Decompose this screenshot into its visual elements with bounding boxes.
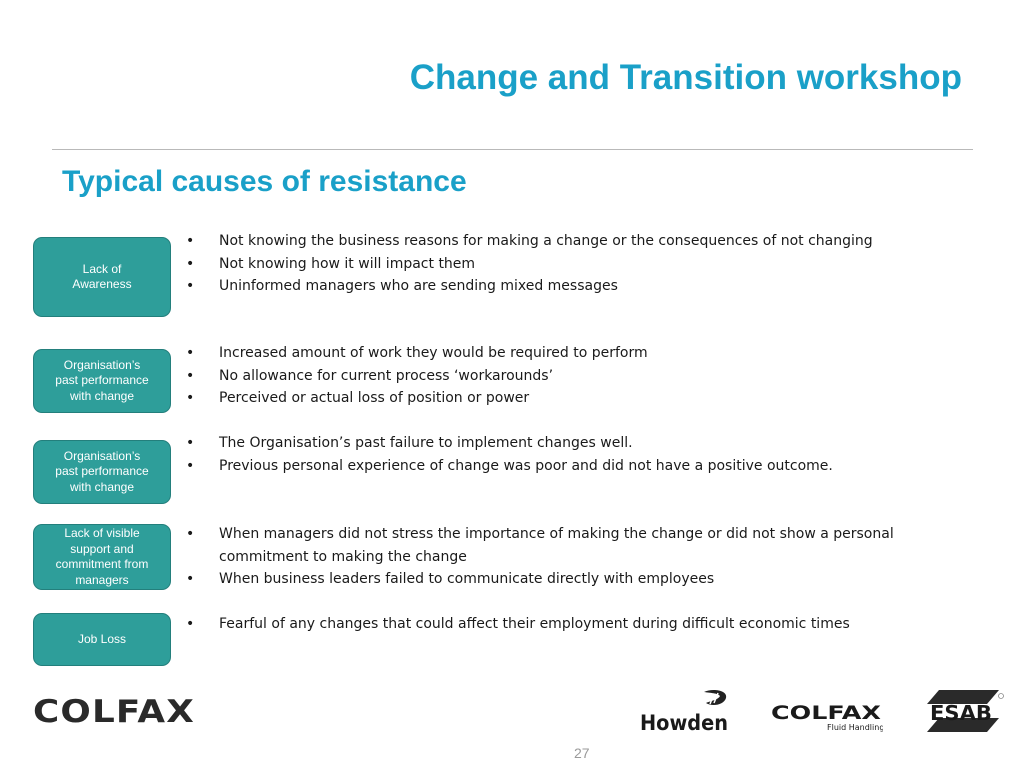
cause-box-line: Job Loss bbox=[77, 631, 127, 646]
howden-logo bbox=[638, 688, 733, 739]
howden-logo-icon bbox=[638, 688, 733, 734]
colfax-fluid-logo-subtext: Fluid Handling bbox=[827, 723, 883, 732]
howden-logo-text: Howden bbox=[640, 711, 728, 734]
slide-subtitle: Typical causes of resistance bbox=[62, 165, 467, 198]
bullet-item: • When managers did not stress the importance of making the change or did not show a personal commitment to making the change bbox=[186, 523, 916, 568]
bullet-group-past-failure bbox=[186, 432, 916, 477]
cause-box-line: Organisation’s bbox=[63, 448, 141, 463]
bullet-item: • Not knowing how it will impact them bbox=[186, 253, 916, 276]
bullet-item: • Perceived or actual loss of position or power bbox=[186, 387, 916, 410]
cause-box-past-performance-2 bbox=[33, 440, 171, 504]
bullet-item: • The Organisation’s past failure to implement changes well. bbox=[186, 432, 916, 455]
colfax-fluid-logo-text: COLFAX bbox=[771, 702, 882, 724]
esab-logo-text: ESAB bbox=[930, 701, 992, 725]
bullet-item: • Not knowing the business reasons for making a change or the consequences of not changing bbox=[186, 230, 916, 253]
colfax-logo-text: COLFAX bbox=[33, 694, 195, 728]
colfax-logo-icon bbox=[33, 694, 198, 728]
cause-box-past-performance-1 bbox=[33, 349, 171, 413]
page-number: 27 bbox=[574, 745, 590, 761]
cause-box-line: commitment from bbox=[55, 557, 149, 571]
cause-box-line: with change bbox=[69, 479, 135, 494]
cause-box-line: with change bbox=[69, 388, 135, 403]
howden-emblem bbox=[704, 690, 726, 705]
bullet-item: • Fearful of any changes that could affect their employment during difficult economic times bbox=[186, 613, 916, 636]
title-divider bbox=[52, 149, 973, 150]
cause-box-line: support and bbox=[70, 541, 134, 556]
esab-logo-icon bbox=[925, 688, 1005, 734]
bullet-group-awareness bbox=[186, 230, 916, 298]
cause-box-lack-of-support bbox=[33, 524, 171, 590]
cause-box-line: Lack of bbox=[82, 261, 122, 276]
bullet-item: • Uninformed managers who are sending mixed messages bbox=[186, 275, 916, 298]
bullet-group-job-loss bbox=[186, 613, 916, 636]
cause-box-line: past performance bbox=[55, 373, 149, 388]
bullet-item: • No allowance for current process ‘workarounds’ bbox=[186, 365, 916, 388]
cause-box-line: Lack of visible bbox=[64, 526, 140, 540]
colfax-fluid-logo-icon bbox=[771, 700, 883, 732]
cause-box-line: Awareness bbox=[72, 277, 132, 291]
esab-logo bbox=[925, 688, 1005, 739]
bullet-item: • When business leaders failed to communicate directly with employees bbox=[186, 568, 916, 591]
bullet-item: • Previous personal experience of change was poor and did not have a positive outcome. bbox=[186, 455, 916, 478]
colfax-fluid-handling-logo bbox=[771, 700, 883, 737]
cause-box-line: managers bbox=[75, 572, 129, 587]
cause-box-lack-of-awareness bbox=[33, 237, 171, 317]
cause-box-line: Organisation’s bbox=[63, 357, 141, 372]
slide-title: Change and Transition workshop bbox=[409, 58, 962, 97]
bullet-item: • Increased amount of work they would be required to perform bbox=[186, 342, 916, 365]
cause-box-line: past performance bbox=[55, 464, 149, 479]
bullet-group-managers bbox=[186, 523, 916, 591]
bullet-group-workload bbox=[186, 342, 916, 410]
colfax-logo-left bbox=[33, 694, 198, 733]
cause-box-job-loss bbox=[33, 613, 171, 666]
